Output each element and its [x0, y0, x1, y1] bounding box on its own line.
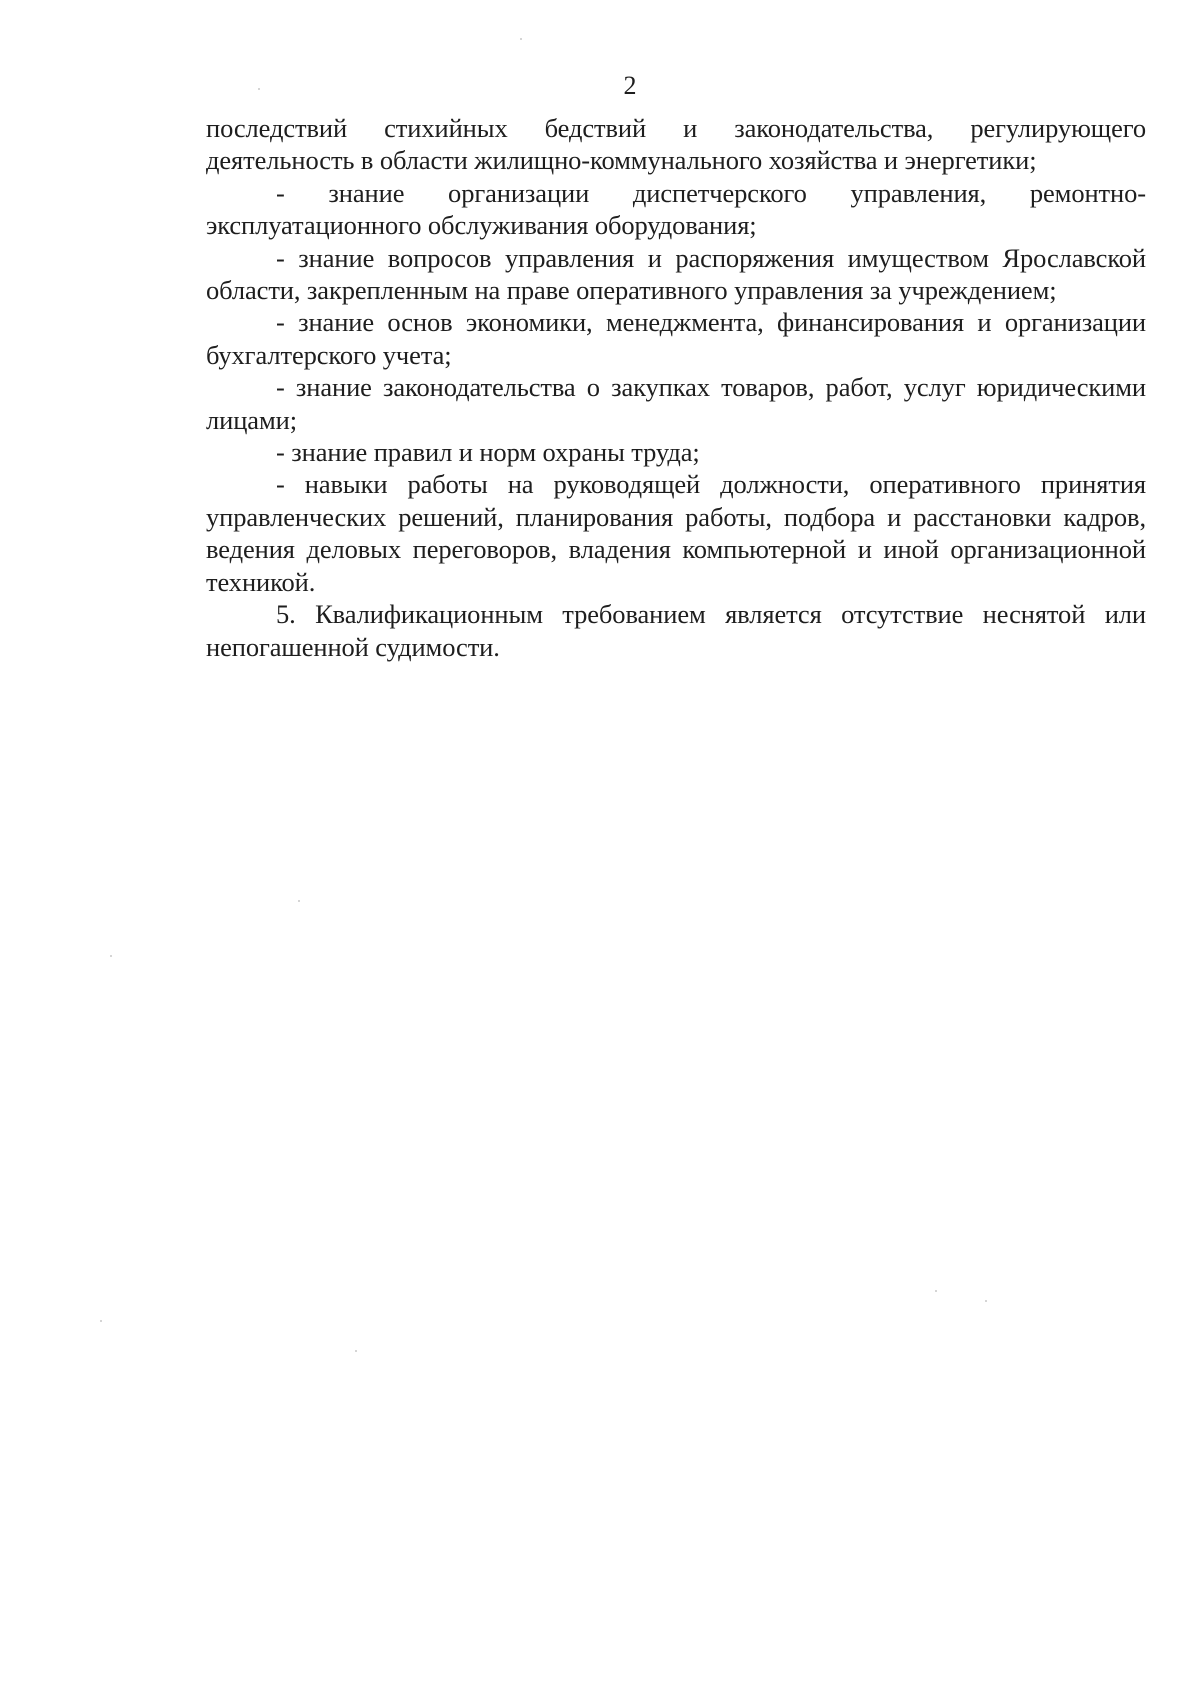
scan-speck [100, 1320, 102, 1322]
scan-speck [355, 1350, 357, 1352]
paragraph-property-management: - знание вопросов управления и распоряжения имуществом Ярославской области, закрепленным на праве оперативного управления за учреждением; [206, 242, 1146, 306]
scan-speck [520, 38, 522, 40]
paragraph-qualification-requirement: 5. Квалификационным требованием является отсутствие неснятой или непогашенной судимости. [206, 599, 1146, 662]
page-number [0, 70, 1200, 102]
scan-speck [935, 1290, 937, 1292]
paragraph-dispatch-management: - знание организации диспетчерского управления, ремонтно-эксплуатационного обслуживания оборудования; [206, 177, 1146, 241]
paragraph-continuation: последствий стихийных бедствий и законодательства, регулирующего деятельность в области жилищно-коммунального хозяйства и энергетики; [206, 113, 1146, 176]
paragraph-leadership-skills: - навыки работы на руководящей должности, оперативного принятия управленческих решений, планирования работы, подбора и расстановки кадров, ведения деловых переговоров, владения компьютерной и иной организационной техникой. [206, 469, 1146, 597]
paragraph-labor-safety: - знание правил и норм охраны труда; [276, 437, 700, 468]
paragraph-economics: - знание основ экономики, менеджмента, финансирования и организации бухгалтерского учета; [206, 307, 1146, 370]
scan-speck [298, 900, 300, 902]
paragraph-procurement: - знание законодательства о закупках товаров, работ, услуг юридическими лицами; [206, 372, 1146, 435]
scan-speck [258, 88, 260, 90]
scan-speck [110, 955, 112, 957]
document-body [206, 112, 1146, 663]
page-number-text: 2 [623, 71, 637, 100]
scan-speck [985, 1300, 987, 1302]
